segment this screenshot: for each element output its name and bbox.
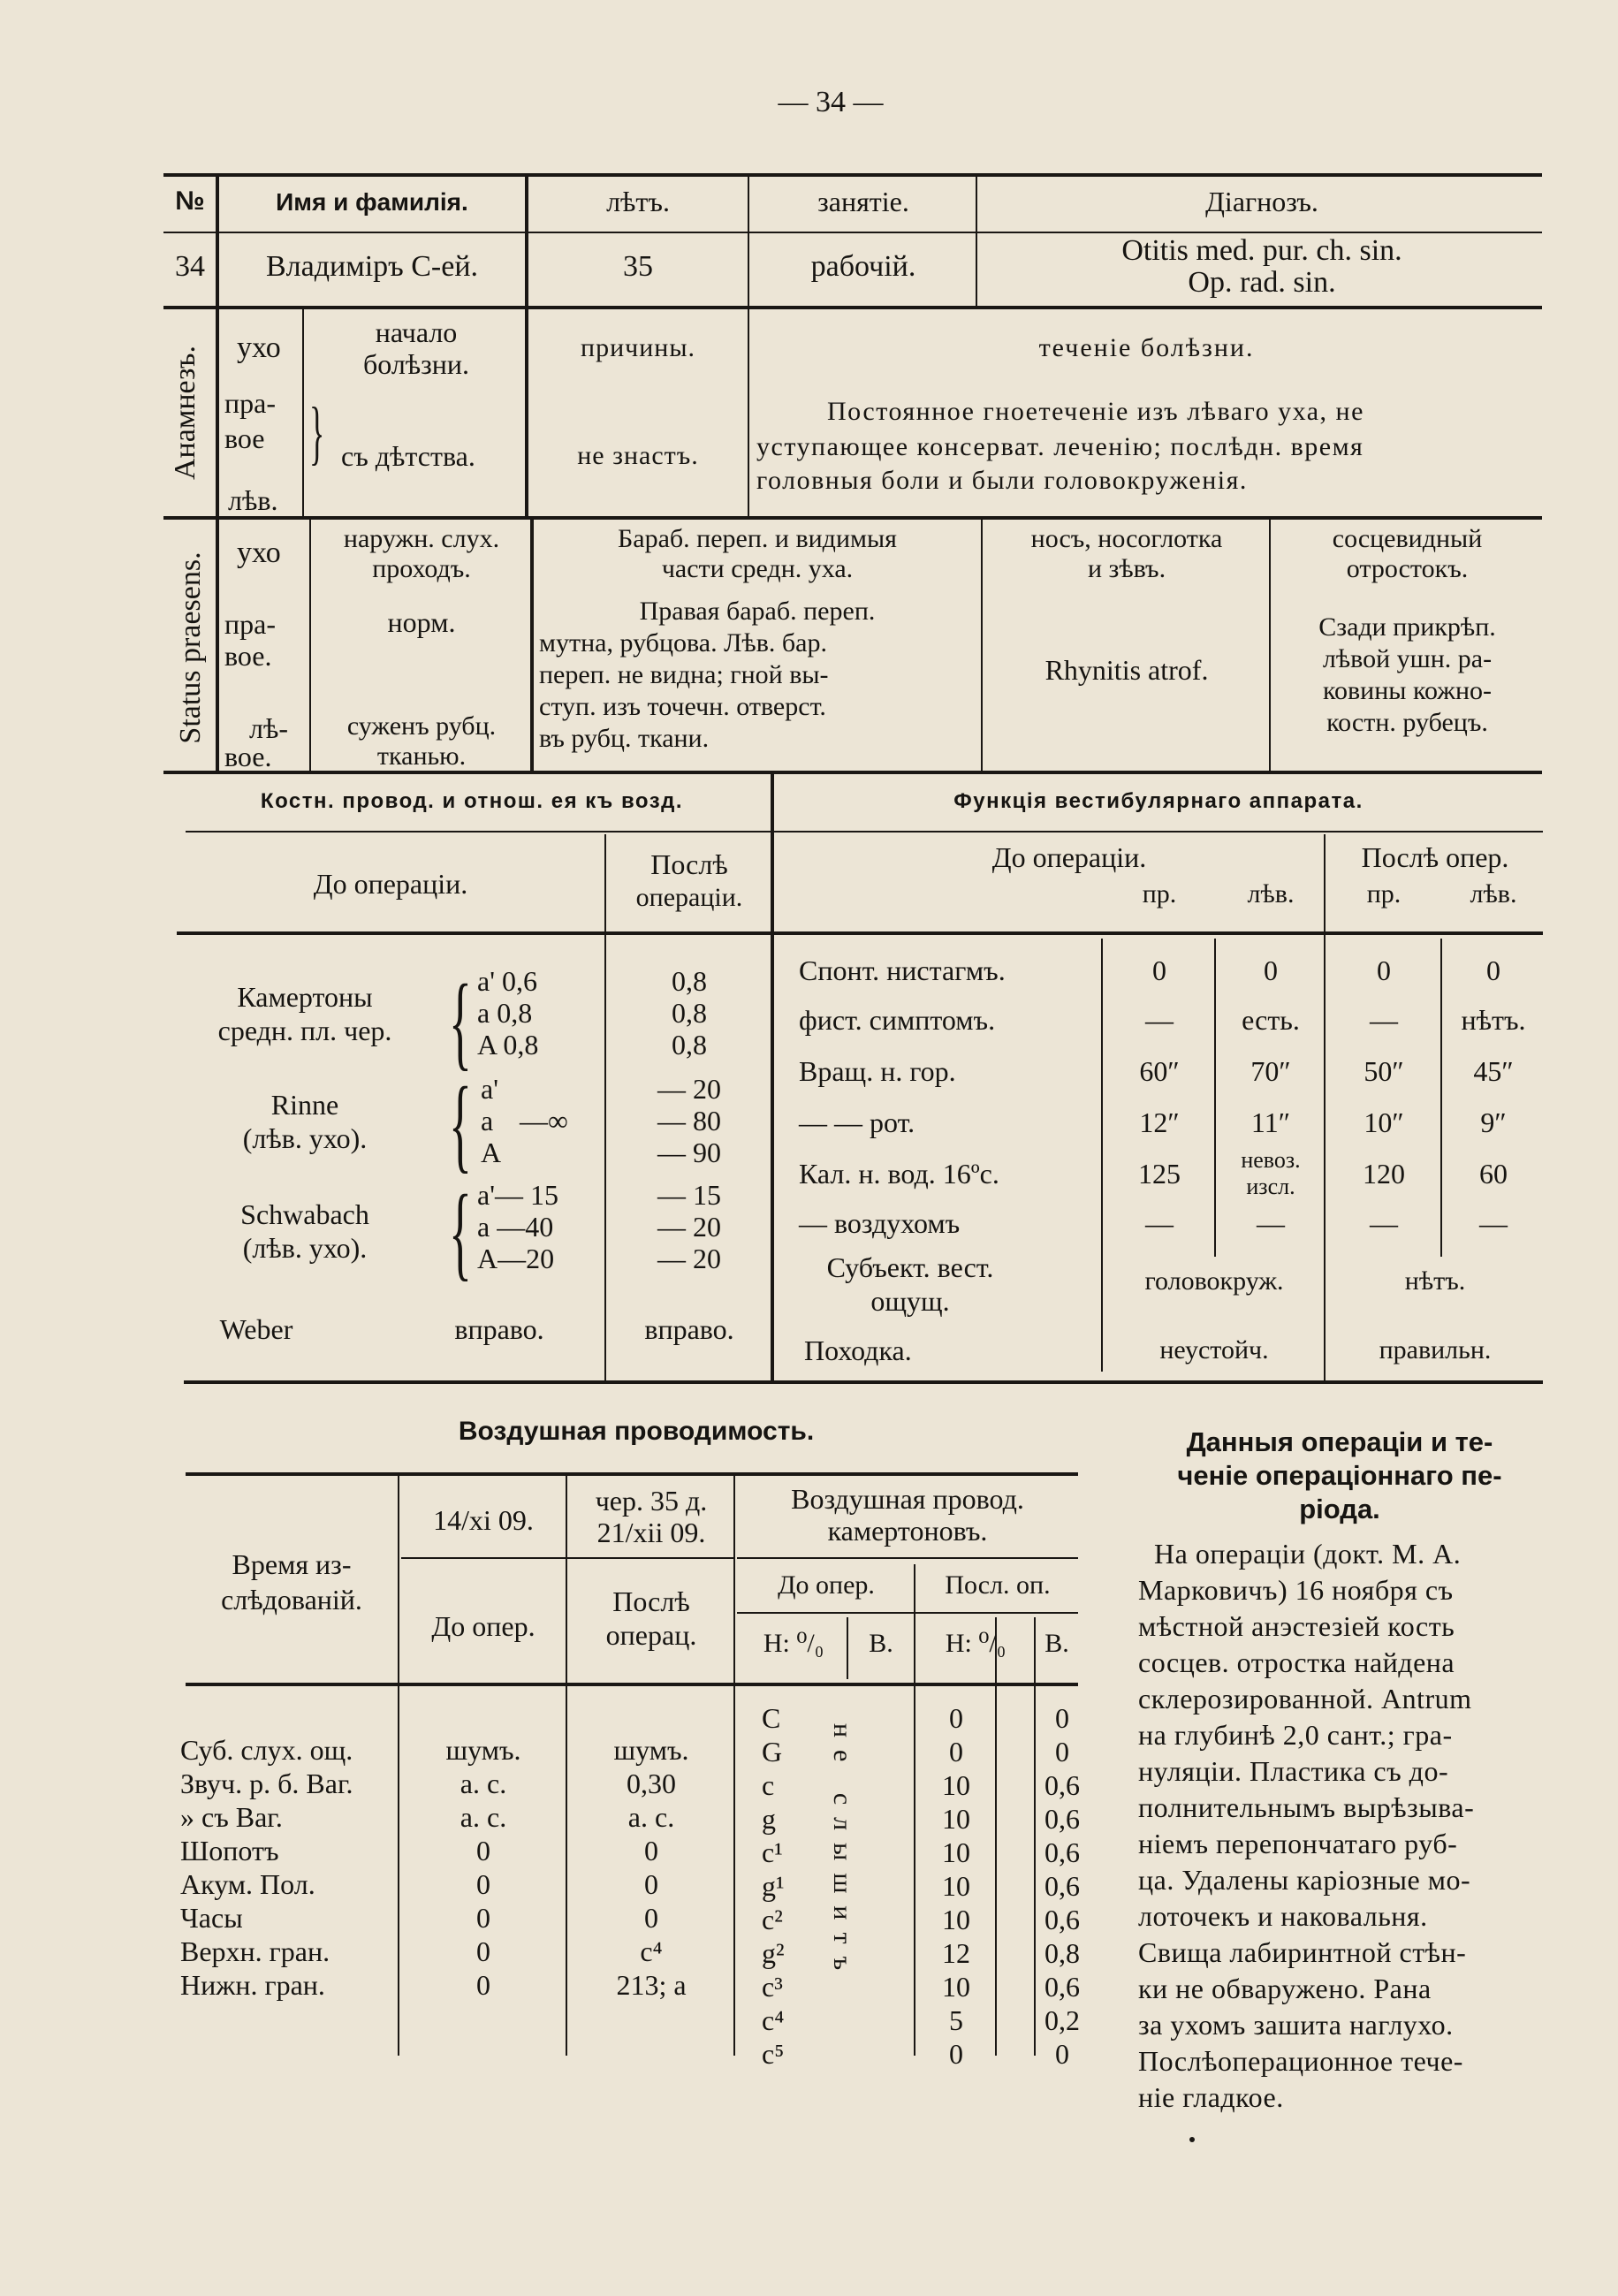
vest-row-b-l: 70″ xyxy=(1250,1055,1291,1087)
rule-bone-bottom xyxy=(184,1380,1543,1384)
tuning-label-1: Камертоны xyxy=(237,981,373,1013)
vest-row-b-l: 11″ xyxy=(1250,1106,1291,1138)
op-line: ніе гладкое. xyxy=(1138,2081,1284,2113)
air-time-1: Время из- xyxy=(232,1548,352,1580)
vest-row-a-l: 9″ xyxy=(1480,1106,1507,1138)
vest-row-b-l: невоз. изсл. xyxy=(1241,1147,1301,1199)
tuning-after: 0,8 xyxy=(672,997,707,1029)
patient-diagnosis-2: Op. rad. sin. xyxy=(1188,266,1336,299)
fork-after-v: 0,6 xyxy=(1044,1803,1080,1835)
fork-after-v: 0 xyxy=(1055,1702,1069,1734)
vest-row-a-l: 45″ xyxy=(1473,1055,1514,1087)
vest-row-a-r: 120 xyxy=(1363,1158,1405,1190)
anamnesis-course-1: Постоянное гноетеченіе изъ лѣваго уха, не xyxy=(827,397,1364,426)
tuning-after: 0,8 xyxy=(672,1029,707,1061)
vest-row-label: Вращ. н. гор. xyxy=(799,1055,956,1087)
brace: { xyxy=(449,962,472,1080)
status-mastoid-1: Сзади прикрѣп. xyxy=(1318,612,1496,642)
status-canal-1: наружн. слух. xyxy=(343,524,500,553)
air-fork-h: H: ⁰/₀ xyxy=(763,1629,824,1658)
air-fork-v: B. xyxy=(869,1629,893,1658)
rinne-label-1: Rinne xyxy=(270,1089,339,1121)
anamnesis-onset-2: болѣзни. xyxy=(362,348,470,380)
rule-top xyxy=(163,173,1542,177)
rule-air-top xyxy=(186,1472,1078,1476)
air-row-before: 0 xyxy=(476,1902,490,1934)
op-title-3: ріода. xyxy=(1299,1494,1380,1524)
vest-gait-before: неустойч. xyxy=(1159,1335,1269,1365)
rule-air-header-bottom xyxy=(186,1683,1078,1686)
rinne-after: — 90 xyxy=(657,1137,721,1168)
col-divider xyxy=(216,309,219,516)
fork-name: g² xyxy=(762,1937,785,1969)
air-fork-v: B. xyxy=(1044,1629,1069,1658)
fork-after-h: 10 xyxy=(942,1971,970,2003)
vest-row-a-r: — xyxy=(1370,1004,1398,1036)
schwabach-key: a —40 xyxy=(477,1211,554,1243)
vest-after: Послѣ опер. xyxy=(1361,841,1509,873)
fork-after-h: 12 xyxy=(942,1937,970,1969)
patient-no: 34 xyxy=(175,250,205,283)
air-time-2: слѣдованій. xyxy=(221,1584,362,1616)
op-line: мѣстной анэстезіей кость xyxy=(1138,1610,1455,1642)
rinne-after: — 20 xyxy=(657,1073,721,1105)
schwabach-after: — 20 xyxy=(657,1211,721,1243)
fork-after-h: 0 xyxy=(949,1702,963,1734)
fork-after-h: 10 xyxy=(942,1870,970,1902)
vest-row-b-r: 0 xyxy=(1152,954,1166,986)
op-line: Послѣоперационное тече- xyxy=(1138,2045,1463,2077)
vest-row-a-l: 60 xyxy=(1479,1158,1508,1190)
anamnesis-causes-value: не знастъ. xyxy=(577,441,699,470)
fork-after-h: 0 xyxy=(949,2038,963,2070)
bone-before-label: До операціи. xyxy=(313,868,468,900)
header-diagnosis: Діагнозъ. xyxy=(1205,186,1318,217)
tuning-after: 0,8 xyxy=(672,965,707,997)
col-divider xyxy=(604,834,606,1382)
air-row-label: Нижн. гран. xyxy=(180,1969,325,2001)
status-drum-5: въ рубц. ткани. xyxy=(539,724,710,753)
status-canal-2: проходъ. xyxy=(372,554,471,583)
op-line: На операціи (докт. М. А. xyxy=(1154,1538,1462,1570)
fork-after-v: 0 xyxy=(1055,1736,1069,1768)
air-row-label: Звуч. р. б. Ваг. xyxy=(180,1768,353,1799)
patient-diagnosis-1: Otitis med. pur. ch. sin. xyxy=(1121,234,1402,267)
vest-row-label: фист. симптомъ. xyxy=(799,1004,996,1036)
op-line: склерозированной. Antrum xyxy=(1138,1683,1472,1714)
anamnesis-course-label: теченіе болѣзни. xyxy=(1038,333,1255,362)
op-line: на глубинѣ 2,0 сант.; гра- xyxy=(1138,1719,1453,1751)
col-divider xyxy=(398,1476,399,2056)
status-mastoid-label-2: отростокъ. xyxy=(1346,554,1469,583)
air-after-op-1: Послѣ xyxy=(612,1585,690,1617)
air-date2-1: чер. 35 д. xyxy=(595,1485,708,1517)
fork-after-h: 0 xyxy=(949,1736,963,1768)
anamnesis-causes-label: причины. xyxy=(581,333,695,362)
schwabach-label-1: Schwabach xyxy=(240,1198,369,1230)
air-row-label: Шопотъ xyxy=(180,1835,279,1866)
status-left-2: вое. xyxy=(224,741,272,772)
status-canal-right: норм. xyxy=(387,606,456,638)
op-line: сосцев. отростка найдена xyxy=(1138,1646,1455,1678)
col-divider xyxy=(976,177,977,306)
patient-occupation: рабочій. xyxy=(810,250,916,283)
vest-row-b-l: — xyxy=(1257,1207,1285,1239)
vest-subj-label-1: Субъект. вест. xyxy=(826,1251,994,1283)
op-title-2: ченіе операціоннаго пе- xyxy=(1177,1460,1502,1491)
vest-row-b-r: 60″ xyxy=(1139,1055,1180,1087)
rinne-value: —∞ xyxy=(520,1105,568,1137)
vest-row-b-r: — xyxy=(1145,1004,1174,1036)
air-fork-after: Посл. оп. xyxy=(945,1570,1051,1600)
air-fork-before: До опер. xyxy=(778,1570,875,1600)
vest-subj-label-2: ощущ. xyxy=(870,1285,950,1317)
vest-right: пр. xyxy=(1142,879,1177,909)
fork-after-v: 0,6 xyxy=(1044,1836,1080,1868)
anamnesis-course-2: уступающее консерват. леченію; послѣдн. время xyxy=(756,432,1364,461)
air-row-before: 0 xyxy=(476,1868,490,1900)
rule-air-sub xyxy=(401,1557,733,1559)
vest-left: лѣв. xyxy=(1470,879,1517,909)
vest-title: Функція вестибулярнаго аппарата. xyxy=(953,789,1364,813)
air-fork-h: H: ⁰/₀ xyxy=(945,1629,1007,1658)
col-divider xyxy=(309,520,311,771)
vest-row-a-l: нѣтъ. xyxy=(1461,1004,1526,1036)
vest-row-b-r: 125 xyxy=(1138,1158,1181,1190)
air-row-after: 0 xyxy=(644,1835,658,1866)
status-drum-1: Правая бараб. переп. xyxy=(639,597,876,626)
fork-name: g xyxy=(762,1803,776,1835)
tuning-label-2: средн. пл. чер. xyxy=(217,1015,392,1046)
status-drum-2: мутна, рубцова. Лѣв. бар. xyxy=(539,628,827,658)
fork-name: G xyxy=(762,1736,783,1768)
status-drum-3: переп. не видна; гной вы- xyxy=(539,660,829,689)
fork-name: c² xyxy=(762,1904,783,1935)
status-drum-label-1: Бараб. переп. и видимыя xyxy=(618,524,897,553)
status-right-2: вое. xyxy=(224,640,272,672)
col-divider xyxy=(216,520,219,771)
col-divider xyxy=(302,309,304,516)
brace: } xyxy=(309,394,325,472)
vest-row-a-r: 10″ xyxy=(1364,1106,1404,1138)
rinne-label-2: (лѣв. ухо). xyxy=(242,1122,368,1154)
rinne-key: A xyxy=(481,1137,502,1168)
fork-after-v: 0,6 xyxy=(1044,1904,1080,1935)
header-occupation: занятіе. xyxy=(817,186,909,217)
status-right-1: пра- xyxy=(224,608,276,640)
anamnesis-right-2: вое xyxy=(224,422,265,454)
rule-bone-title xyxy=(186,831,771,832)
col-divider xyxy=(748,309,749,516)
vest-row-a-r: 0 xyxy=(1377,954,1391,986)
rinne-key: a' xyxy=(481,1073,498,1105)
fork-after-h: 10 xyxy=(942,1904,970,1935)
col-divider xyxy=(1269,520,1271,771)
air-row-before: 0 xyxy=(476,1969,490,2001)
vest-row-b-r: 12″ xyxy=(1139,1106,1180,1138)
air-title: Воздушная проводимость. xyxy=(458,1417,815,1446)
air-row-before: a. c. xyxy=(460,1768,507,1799)
status-nose-value: Rhynitis atrof. xyxy=(1044,654,1209,686)
rule-header-bottom xyxy=(163,232,1542,233)
anamnesis-onset-1: начало xyxy=(375,316,458,348)
patient-name: Владиміръ С-ей. xyxy=(265,250,479,283)
col-divider xyxy=(981,520,983,771)
air-row-after: 0 xyxy=(644,1902,658,1934)
rinne-key: a xyxy=(481,1105,494,1137)
status-drum-4: ступ. изъ точечн. отверст. xyxy=(539,692,826,721)
vest-gait-label: Походка. xyxy=(804,1334,912,1366)
bone-after-label-2: операціи. xyxy=(635,883,743,912)
tuning-key: A 0,8 xyxy=(477,1029,539,1061)
status-drum-label-2: части средн. уха. xyxy=(661,554,854,583)
status-nose-label-2: и зѣвъ. xyxy=(1087,554,1166,583)
header-no: № xyxy=(175,186,205,216)
section-anamnesis: Анамнезъ. xyxy=(169,346,201,480)
col-divider xyxy=(566,1476,567,2056)
air-row-label: Верхн. гран. xyxy=(180,1935,330,1967)
op-line: лоточекъ и наковальня. xyxy=(1138,1900,1428,1932)
air-row-before: 0 xyxy=(476,1835,490,1866)
fork-name: c⁴ xyxy=(762,2004,785,2036)
col-divider xyxy=(1101,939,1103,1372)
section-status-praesens: Status praesens. xyxy=(174,551,207,744)
header-name: Имя и фамилія. xyxy=(276,188,468,216)
tuning-key: a' 0,6 xyxy=(477,965,537,997)
anamnesis-course-3: головныя боли и были головокруженія. xyxy=(756,466,1248,495)
weber-after: вправо. xyxy=(644,1313,734,1345)
anamnesis-onset-value: съ дѣтства. xyxy=(341,440,475,472)
vest-row-a-l: 0 xyxy=(1486,954,1500,986)
vest-row-label: Спонт. нистагмъ. xyxy=(799,954,1006,986)
op-line: полнительнымъ вырѣзыва- xyxy=(1138,1791,1475,1823)
status-canal-left-2: тканью. xyxy=(376,741,467,771)
fork-after-v: 0,6 xyxy=(1044,1971,1080,2003)
fork-name: c³ xyxy=(762,1971,783,2003)
op-line: ніемъ перепончатаго руб- xyxy=(1138,1828,1458,1859)
brace: { xyxy=(449,1173,472,1290)
fork-name: c xyxy=(762,1769,775,1801)
col-divider xyxy=(914,1564,915,2056)
anamnesis-ear: ухо xyxy=(237,331,281,364)
schwabach-label-2: (лѣв. ухо). xyxy=(242,1232,368,1264)
air-fork-title-2: камертоновъ. xyxy=(827,1515,988,1547)
vest-gait-after: правильн. xyxy=(1379,1335,1492,1365)
status-left-1: лѣ- xyxy=(249,712,288,744)
status-nose-label-1: носъ, носоглотка xyxy=(1030,524,1223,553)
rule-air-sub xyxy=(737,1557,1078,1559)
vest-row-label: — — рот. xyxy=(799,1106,915,1138)
vest-row-a-r: — xyxy=(1370,1207,1398,1239)
fork-name: g¹ xyxy=(762,1870,785,1902)
vest-row-label: — воздухомъ xyxy=(799,1207,961,1239)
rule-vest-title xyxy=(774,831,1543,832)
brace: { xyxy=(449,1065,472,1182)
air-after-op-2: операц. xyxy=(605,1619,697,1651)
vest-right: пр. xyxy=(1366,879,1402,909)
col-divider xyxy=(1214,939,1216,1257)
col-divider xyxy=(1324,834,1326,1382)
fork-after-h: 10 xyxy=(942,1836,970,1868)
vest-subj-before: головокруж. xyxy=(1144,1266,1284,1296)
op-line: ки не обваружено. Рана xyxy=(1138,1973,1432,2004)
fork-name: c⁵ xyxy=(762,2038,785,2070)
col-divider xyxy=(733,1476,735,2056)
vest-row-b-l: 0 xyxy=(1264,954,1278,986)
vest-row-a-l: — xyxy=(1479,1207,1508,1239)
status-ear: ухо xyxy=(237,536,281,569)
rule-air-sub xyxy=(737,1612,1078,1614)
air-date1: 14/xi 09. xyxy=(433,1504,534,1536)
col-divider xyxy=(748,177,749,306)
rule-anamnesis-bottom xyxy=(163,516,1542,520)
vest-row-b-r: — xyxy=(1145,1207,1174,1239)
op-line: ца. Удалены каріозные мо- xyxy=(1138,1864,1471,1896)
fork-after-h: 10 xyxy=(942,1769,970,1801)
air-row-label: Суб. слух. ощ. xyxy=(180,1734,353,1766)
weber-before: вправо. xyxy=(454,1313,544,1345)
op-line: Свища лабиринтной стѣн- xyxy=(1138,1936,1467,1968)
col-divider xyxy=(847,1617,848,1679)
air-row-after: a. c. xyxy=(627,1801,675,1833)
bone-after-label-1: Послѣ xyxy=(650,848,728,880)
header-age: лѣтъ. xyxy=(606,186,670,217)
col-divider xyxy=(1440,939,1442,1257)
vest-subj-after: нѣтъ. xyxy=(1404,1266,1466,1296)
tuning-key: a 0,8 xyxy=(477,997,533,1029)
fork-after-v: 0,6 xyxy=(1044,1870,1080,1902)
air-row-before: a. c. xyxy=(460,1801,507,1833)
schwabach-key: a'— 15 xyxy=(477,1179,558,1211)
vest-row-a-r: 50″ xyxy=(1364,1055,1404,1087)
air-row-after: 0,30 xyxy=(627,1768,676,1799)
schwabach-after: — 20 xyxy=(657,1243,721,1274)
air-row-label: Акум. Пол. xyxy=(180,1868,315,1900)
rule-patient-bottom xyxy=(163,306,1542,309)
fork-after-h: 5 xyxy=(949,2004,963,2036)
air-row-after: 213; a xyxy=(616,1969,687,2001)
air-row-after: 0 xyxy=(644,1868,658,1900)
air-row-label: Часы xyxy=(180,1902,243,1934)
fork-name: C xyxy=(762,1702,781,1734)
air-row-after: шумъ. xyxy=(613,1734,689,1766)
anamnesis-right-1: пра- xyxy=(224,387,276,419)
air-row-after: c⁴ xyxy=(640,1935,663,1967)
vest-row-label: Кал. н. вод. 16ºс. xyxy=(799,1158,999,1190)
op-line: за ухомъ зашита наглухо. xyxy=(1138,2009,1454,2041)
rinne-after: — 80 xyxy=(657,1105,721,1137)
status-mastoid-3: ковины кожно- xyxy=(1322,676,1493,705)
status-mastoid-label-1: сосцевидный xyxy=(1332,524,1483,553)
op-line: Марковичъ) 16 ноября съ xyxy=(1138,1574,1454,1606)
op-line: нуляціи. Пластика съ до- xyxy=(1138,1755,1449,1787)
fork-after-v: 0,2 xyxy=(1044,2004,1080,2036)
status-mastoid-2: лѣвой ушн. ра- xyxy=(1322,644,1493,673)
patient-age: 35 xyxy=(623,250,653,283)
vest-row-b-l: есть. xyxy=(1242,1004,1300,1036)
rule-status-bottom xyxy=(163,771,1542,774)
col-divider xyxy=(771,774,774,1384)
fork-after-v: 0,8 xyxy=(1044,1937,1080,1969)
status-mastoid-4: костн. рубецъ. xyxy=(1326,708,1488,737)
air-before-op: До опер. xyxy=(431,1610,536,1642)
op-title-1: Данныя операціи и те- xyxy=(1186,1426,1493,1457)
air-fork-title-1: Воздушная провод. xyxy=(791,1483,1024,1515)
rule-subheader-bottom xyxy=(177,931,1543,935)
dot-mark xyxy=(1189,2137,1195,2142)
vest-left: лѣв. xyxy=(1247,879,1295,909)
air-date2-2: 21/xii 09. xyxy=(596,1517,706,1548)
schwabach-after: — 15 xyxy=(657,1179,721,1211)
anamnesis-left: лѣв. xyxy=(228,484,278,516)
weber-label: Weber xyxy=(219,1313,293,1345)
bone-title: Костн. провод. и отнош. ея къ возд. xyxy=(260,789,684,813)
fork-after-v: 0 xyxy=(1055,2038,1069,2070)
air-row-before: 0 xyxy=(476,1935,490,1967)
page-number: — 34 — xyxy=(778,86,884,118)
fork-after-v: 0,6 xyxy=(1044,1769,1080,1801)
air-row-before: шумъ. xyxy=(445,1734,521,1766)
schwabach-key: A—20 xyxy=(477,1243,555,1274)
vest-before: До операціи. xyxy=(991,841,1147,873)
air-row-label: » съ Ваг. xyxy=(180,1801,283,1833)
status-canal-left-1: суженъ рубц. xyxy=(346,711,497,741)
fork-name: c¹ xyxy=(762,1836,783,1868)
not-heard-label: не слышитъ xyxy=(828,1723,857,1983)
fork-after-h: 10 xyxy=(942,1803,970,1835)
